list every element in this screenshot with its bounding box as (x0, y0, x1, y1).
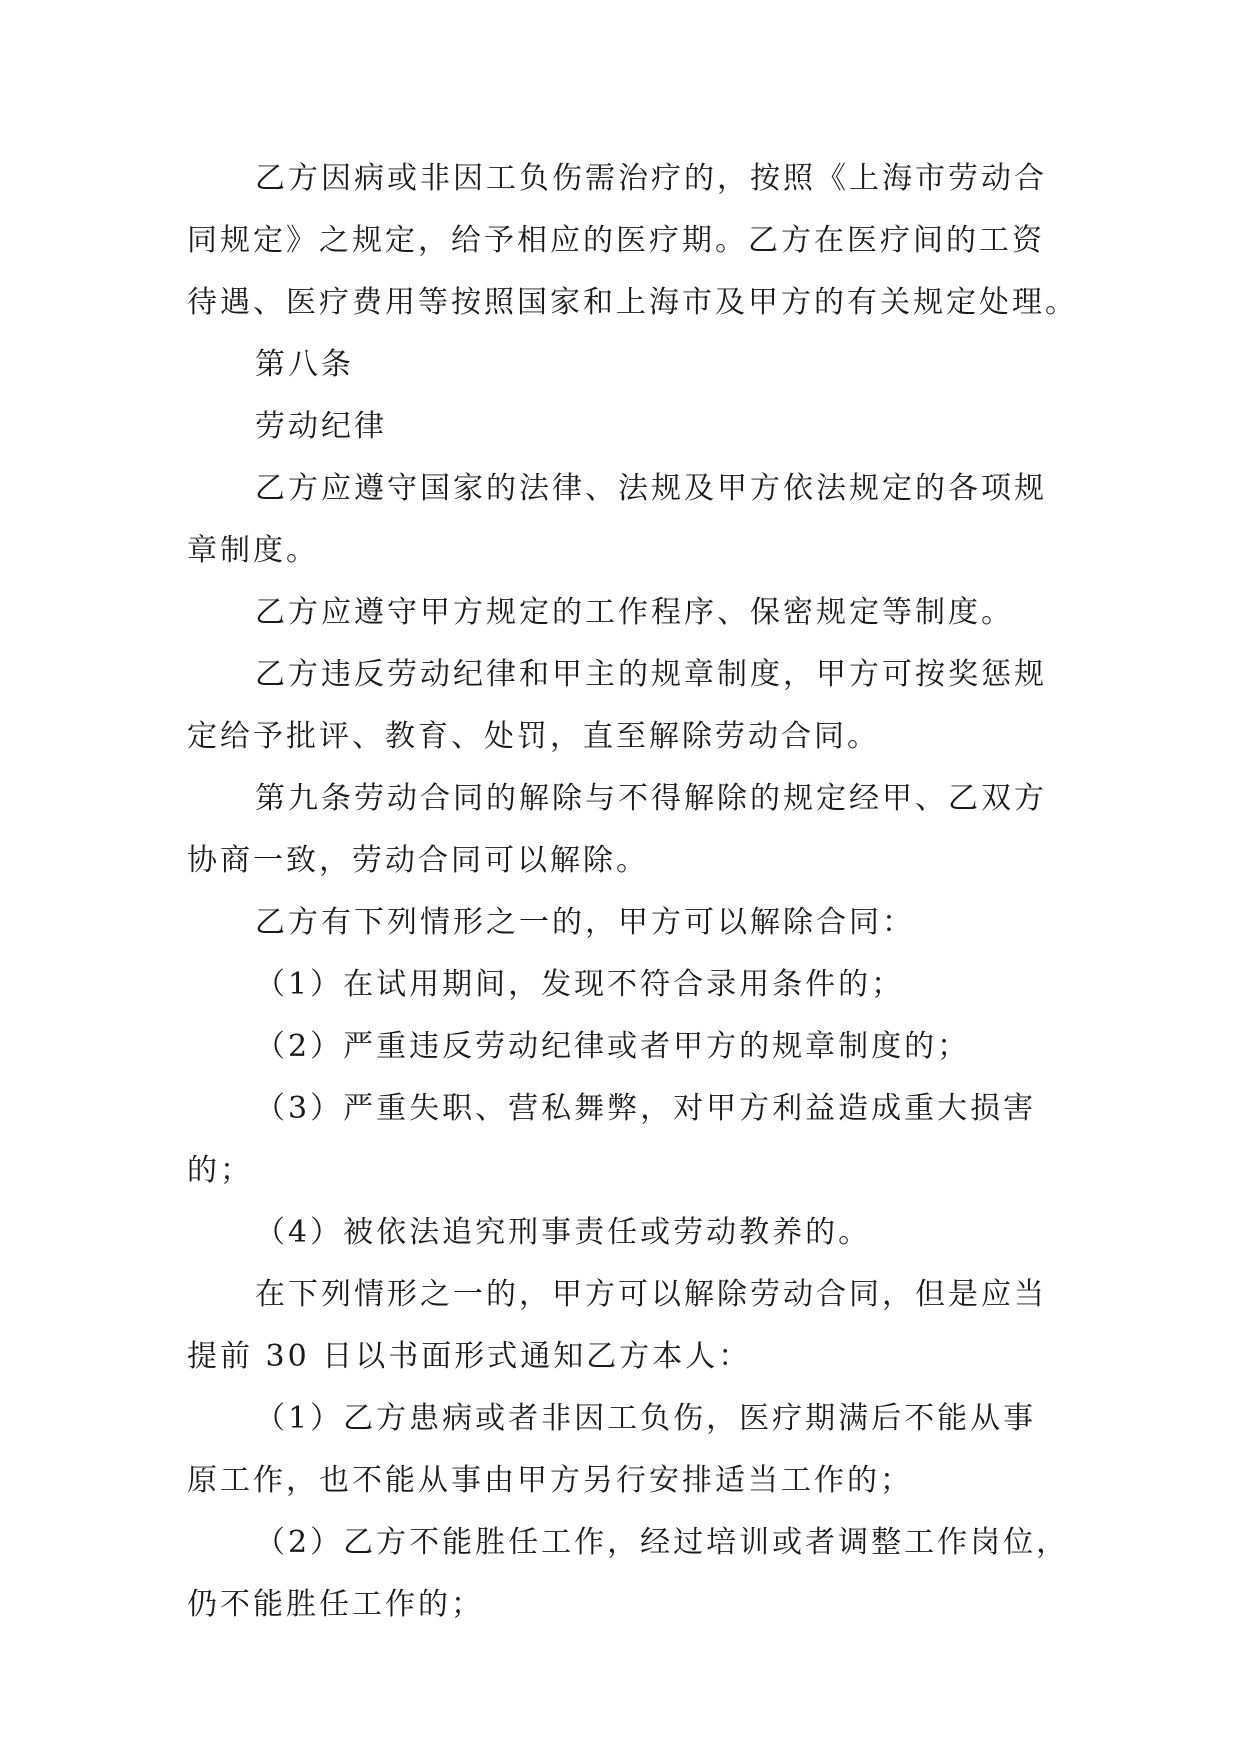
paragraph-line: 提前 30 日以书面形式通知乙方本人： (187, 1339, 752, 1374)
paragraph-line: 乙方应遵守国家的法律、法规及甲方依法规定的各项规 (255, 471, 1047, 506)
article-heading: 第八条 (255, 347, 354, 382)
paragraph-line: 乙方因病或非因工负伤需治疗的，按照《上海市劳动合 (255, 161, 1047, 196)
paragraph-line: 第九条劳动合同的解除与不得解除的规定经甲、乙双方 (255, 781, 1047, 816)
list-item-continuation: 的； (187, 1153, 253, 1188)
paragraph-line: 乙方应遵守甲方规定的工作程序、保密规定等制度。 (255, 595, 1014, 630)
list-item: （2）严重违反劳动纪律或者甲方的规章制度的； (255, 1029, 971, 1064)
list-item: （1）乙方患病或者非因工负伤，医疗期满后不能从事 (255, 1401, 1037, 1436)
list-item: （1）在试用期间，发现不符合录用条件的； (255, 967, 905, 1002)
paragraph-line: 定给予批评、教育、处罚，直至解除劳动合同。 (187, 719, 880, 754)
list-item: （4）被依法追究刑事责任或劳动教养的。 (255, 1215, 872, 1250)
paragraph-line: 乙方有下列情形之一的，甲方可以解除合同： (255, 905, 915, 940)
list-item: （3）严重失职、营私舞弊，对甲方利益造成重大损害 (255, 1091, 1037, 1126)
section-title: 劳动纪律 (255, 409, 387, 444)
paragraph-line: 乙方违反劳动纪律和甲主的规章制度，甲方可按奖惩规 (255, 657, 1047, 692)
paragraph-line: 待遇、医疗费用等按照国家和上海市及甲方的有关规定处理。 (187, 285, 1078, 320)
paragraph-line: 章制度。 (187, 533, 319, 568)
paragraph-line: 同规定》之规定，给予相应的医疗期。乙方在医疗间的工资 (187, 223, 1045, 258)
list-item-continuation: 原工作，也不能从事由甲方另行安排适当工作的； (187, 1463, 913, 1498)
paragraph-line: 在下列情形之一的，甲方可以解除劳动合同，但是应当 (255, 1277, 1047, 1312)
list-item: （2）乙方不能胜任工作，经过培训或者调整工作岗位， (255, 1525, 1070, 1560)
list-item-continuation: 仍不能胜任工作的； (187, 1587, 484, 1622)
paragraph-line: 协商一致，劳动合同可以解除。 (187, 843, 649, 878)
document-body (187, 160, 1078, 1648)
